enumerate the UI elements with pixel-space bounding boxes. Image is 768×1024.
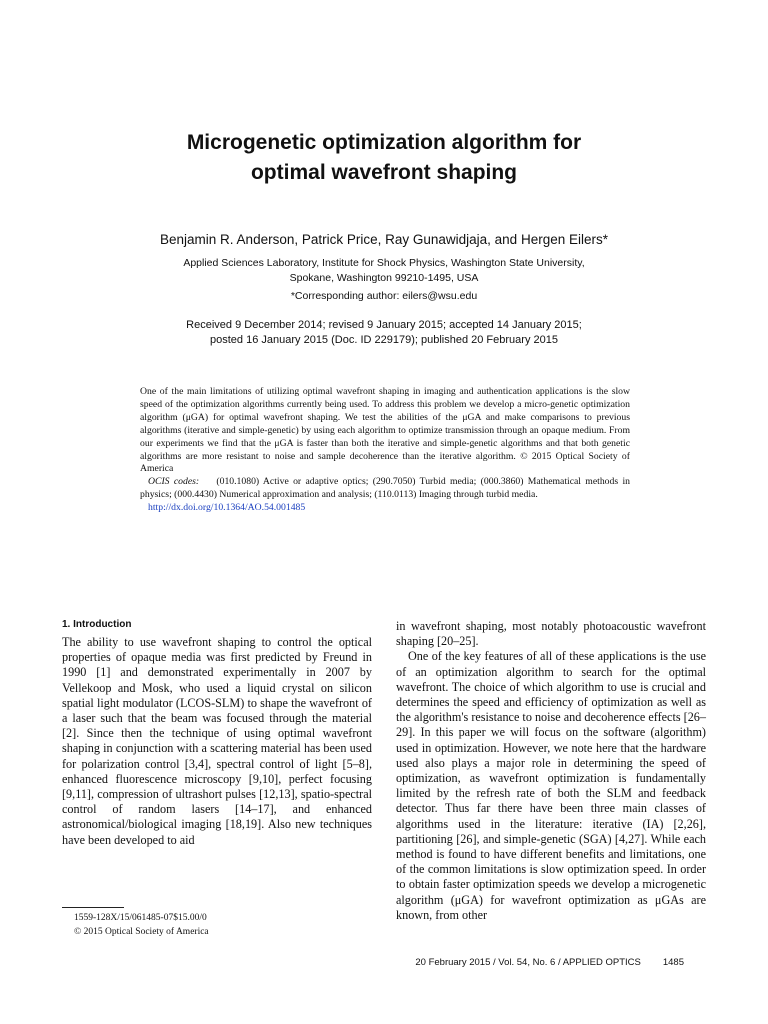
dates-line-1: Received 9 December 2014; revised 9 January 2015; accepted 14 January 2015; <box>186 319 582 331</box>
paper-title <box>0 128 768 188</box>
journal-info: 20 February 2015 / Vol. 54, No. 6 / APPLIED OPTICS <box>415 957 641 968</box>
affiliation <box>0 256 768 286</box>
footnote-line-2: © 2015 Optical Society of America <box>74 927 209 937</box>
corresponding-author: *Corresponding author: eilers@wsu.edu <box>290 290 478 302</box>
abstract-text: One of the main limitations of utilizing optimal wavefront shaping in imaging and authentication applications is the slow speed of the optimization algorithms currently being used. To address this problem we develop a micro-genetic optimization algorithm (μGA) for optimal wavefront shaping. We test the abilities of the μGA and make comparisons to previous algorithms (iterative and simple-genetic) by using each algorithm to optimize transmission through an opaque medium. From our experiments we find that the μGA is faster than both the iterative and simple-genetic algorithms and that both genetic algorithms are more resistant to noise and sample decoherence than the iterative algorithm. © 2015 Optical Society of America <box>140 386 630 475</box>
intro-paragraph-2: One of the key features of all of these applications is the use of an optimization algorithm to search for the optimal wavefront. The choice of which algorithm to use is crucial and determines the speed and efficiency of optimization as well as the algorithm's resistance to noise and decoherence effects [26–29]. In this paper we will focus on the software (algorithm) used in optimization. However, we note here that the hardware used also plays a major role in determining the speed of optimization, as wavefront optimization is fundamentally limited by the refresh rate of both the SLM and feedback detector. Thus far there have been three main classes of algorithms used in the literature: iterative (IA) [2,26], partitioning [26], and simple-genetic (SGA) [4,27]. While each method is found to have different benefits and limitations, one of the common limitations is slow optimization speed. In order to obtain faster optimization speeds we develop a microgenetic algorithm (μGA) for wavefront optimization as μGAs are known, from other <box>396 649 706 922</box>
author-list: Benjamin R. Anderson, Patrick Price, Ray Gunawidjaja, and Hergen Eilers* <box>160 232 608 247</box>
page-folio <box>415 957 684 968</box>
intro-paragraph-1: The ability to use wavefront shaping to control the optical properties of opaque media was first predicted by Freund in 1990 [1] and demonstrated experimentally in 2007 by Vellekoop and Mosk, who used a liquid crystal on silicon spatial light modulator (LCOS-SLM) to shape the wavefront of a laser such that the beam was focused through the material [2]. Since then the technique of using optimal wavefront shaping in conjunction with a scattering material has been used for polarization control [3,4], spectral control of light [5–8], enhanced fluorescence microscopy [9,10], perfect focusing [9,11], compression of ultrashort pulses [12,13], spatio-spectral control of random lasers [14–17], and enhanced astronomical/biological imaging [18,19]. Also new techniques have been developed to aid <box>62 635 372 847</box>
footnote <box>74 911 209 939</box>
intro-paragraph-1-cont: in wavefront shaping, most notably photoacoustic wavefront shaping [20–25]. <box>396 619 706 649</box>
affiliation-line-1: Applied Sciences Laboratory, Institute for Shock Physics, Washington State University, <box>183 257 585 269</box>
footnote-rule <box>62 907 124 908</box>
ocis-label: OCIS codes: <box>148 476 200 488</box>
right-column <box>396 619 706 923</box>
page-number: 1485 <box>662 957 684 968</box>
ocis-codes <box>140 476 630 502</box>
section-heading: 1. Introduction <box>62 619 132 630</box>
title-line-2: optimal wavefront shaping <box>250 161 518 184</box>
abstract <box>140 386 630 515</box>
dates-line-2: posted 16 January 2015 (Doc. ID 229179); published 20 February 2015 <box>210 334 558 346</box>
doi-link[interactable]: http://dx.doi.org/10.1364/AO.54.001485 <box>148 502 306 514</box>
ocis-text: (010.1080) Active or adaptive optics; (290.7050) Turbid media; (000.3860) Mathematical methods in physics; (000.4430) Numerical approximation and analysis; (110.0113) Imaging through turbid media. <box>140 476 630 501</box>
affiliation-line-2: Spokane, Washington 99210-1495, USA <box>289 272 479 284</box>
left-column <box>62 618 372 848</box>
title-line-1: Microgenetic optimization algorithm for <box>186 131 582 154</box>
footnote-line-1: 1559-128X/15/061485-07$15.00/0 <box>74 913 207 923</box>
publication-dates <box>0 318 768 348</box>
